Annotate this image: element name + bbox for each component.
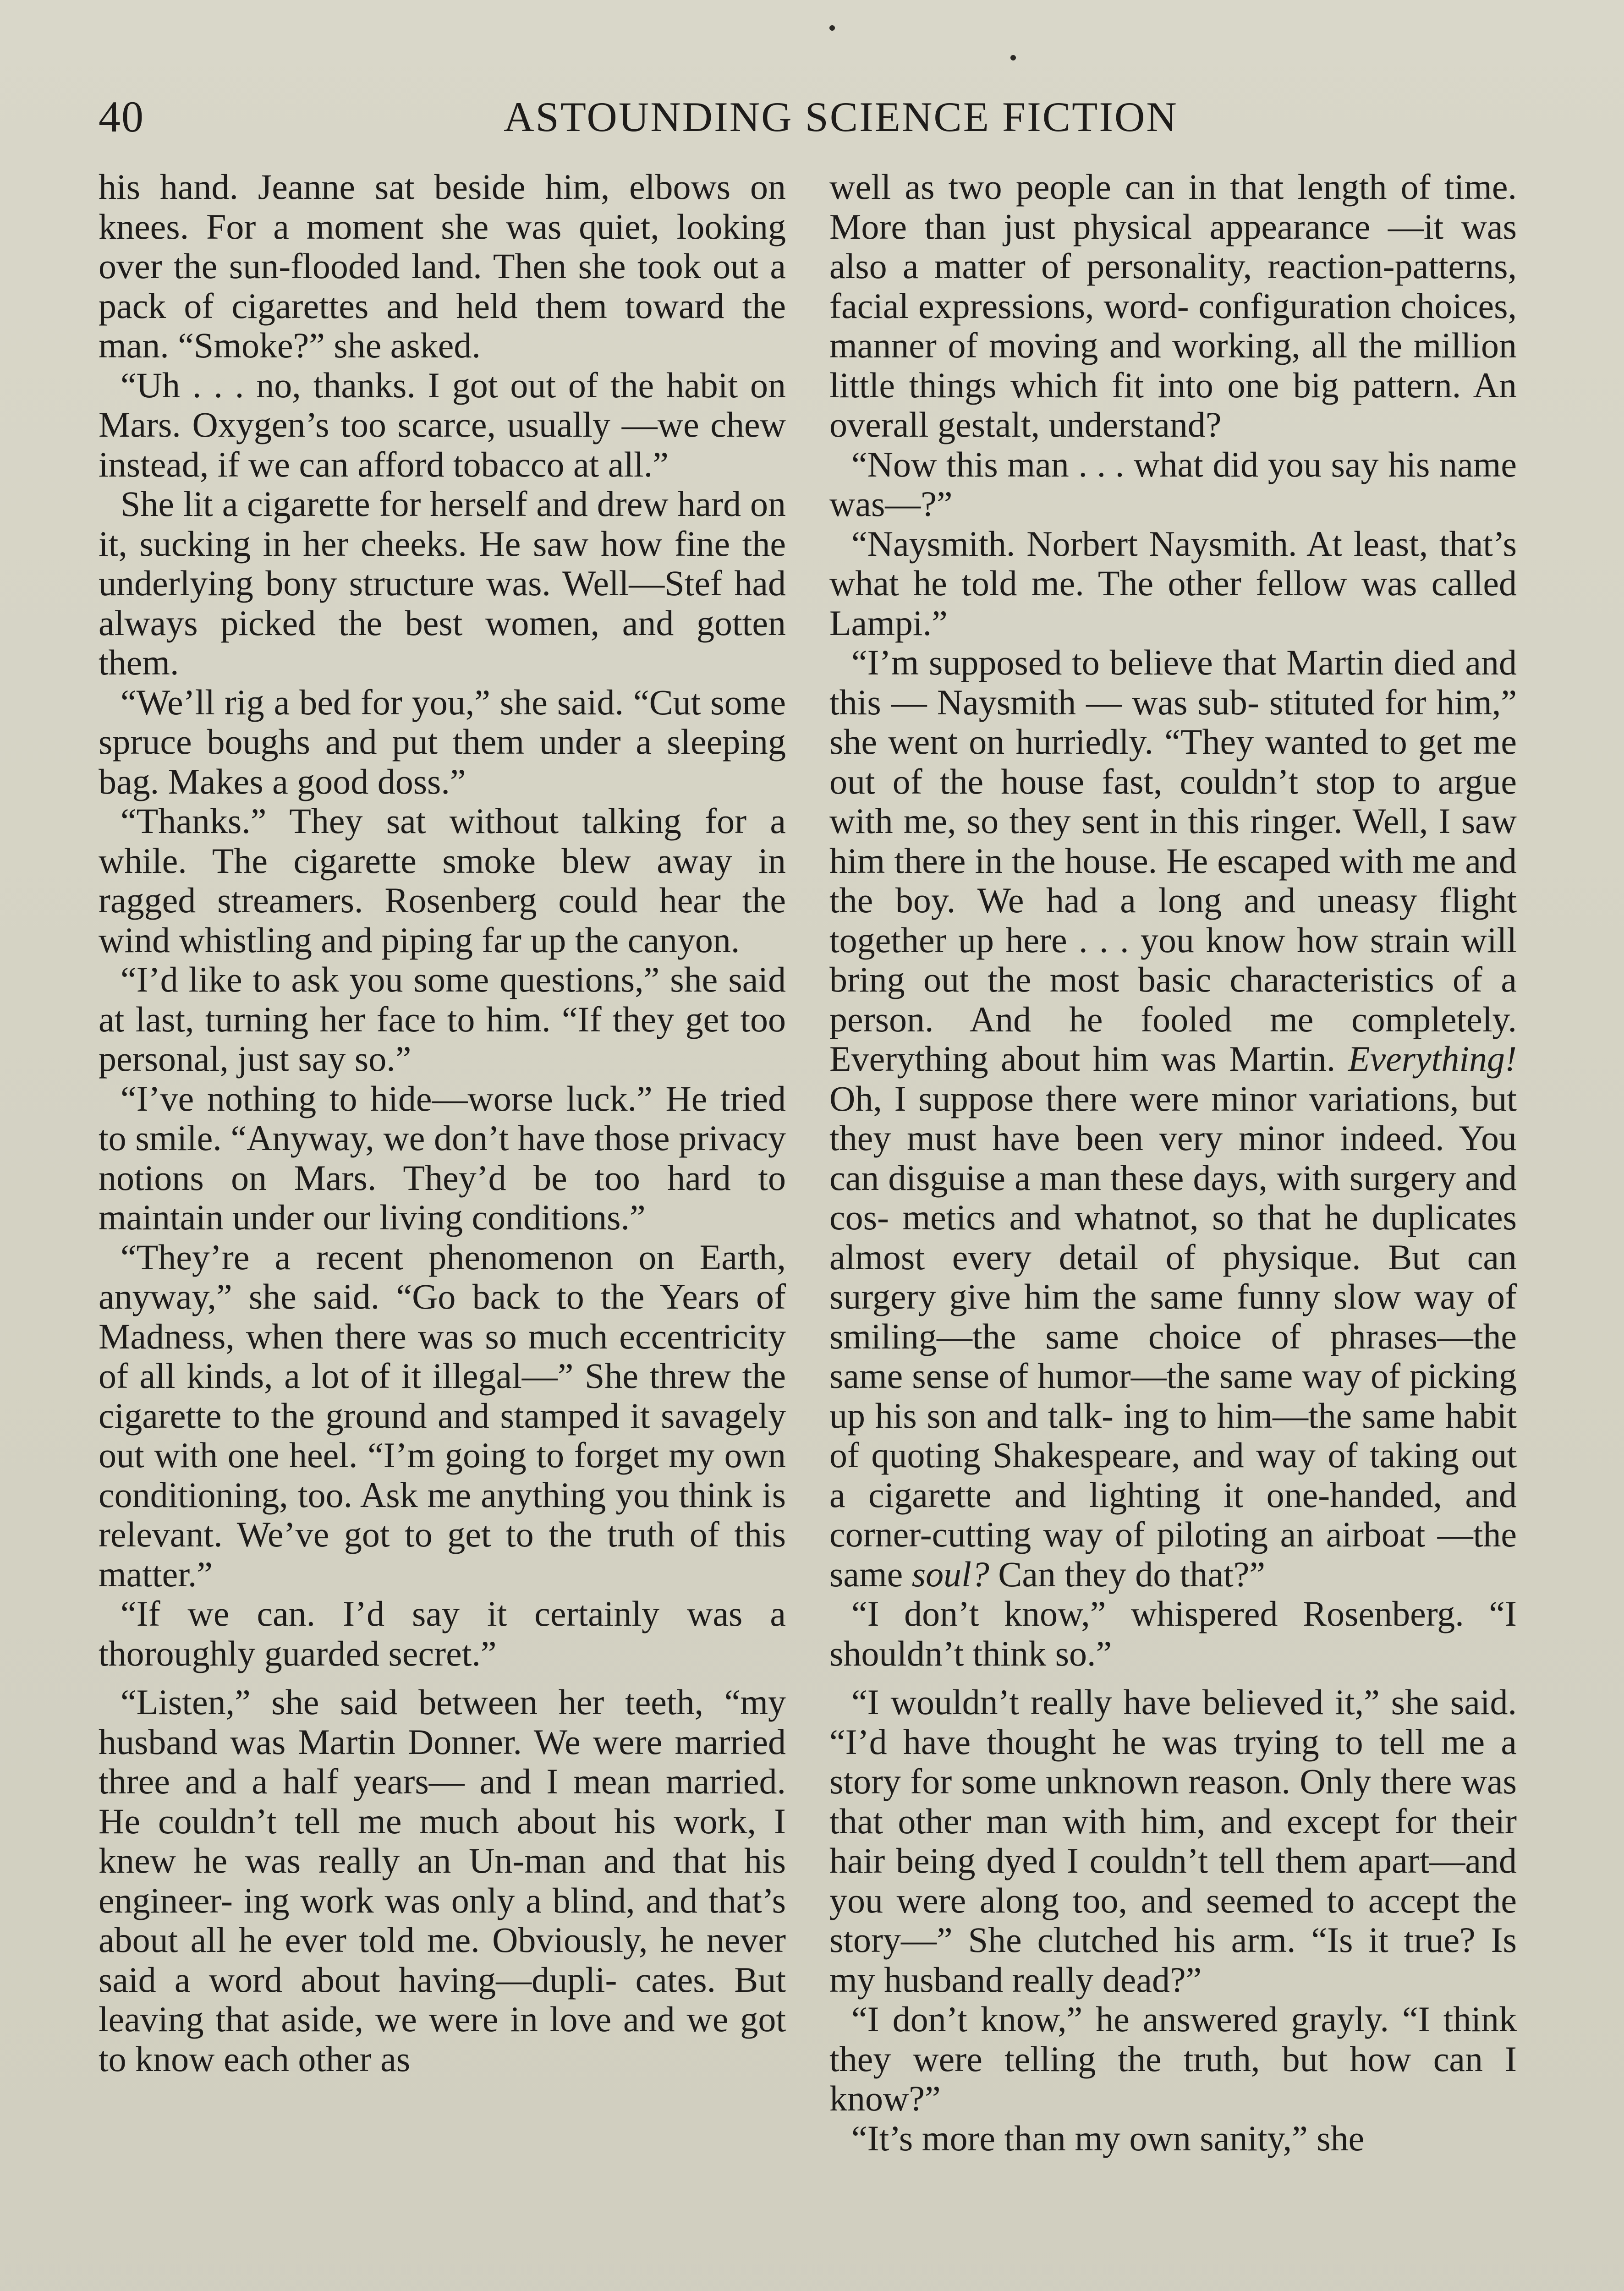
emphasis-text: soul?: [911, 1554, 989, 1594]
paragraph: [829, 643, 1517, 1594]
paragraph: “If we can. I’d say it certainly was a thoroughly guarded secret.”: [99, 1594, 786, 1673]
text-column-left: [99, 167, 786, 2079]
paragraph: “I’ve nothing to hide—worse luck.” He tried to smile. “Anyway, we don’t have those privacy notions on Mars. They’d be too hard to maintain under our living conditions.”: [99, 1078, 786, 1237]
paragraph-text: “I’m supposed to believe that Martin died and this — Naysmith — was sub- stituted for him,” she went on hurriedly. “They wanted to get me out of the house fast, couldn’t stop to argue with me, so they sent in this ringer. Well, I saw him there in the house. He escaped with me and the boy. We had a long and uneasy flight together up here . . . you know how strain will bring out the most basic characteristics of a person. And he fooled me completely. Everything about him was Martin.: [829, 642, 1517, 1079]
paragraph: “Uh . . . no, thanks. I got out of the habit on Mars. Oxygen’s too scarce, usually —we chew instead, if we can afford tobacco at all.”: [99, 365, 786, 484]
emphasis-text: Everything!: [1348, 1039, 1517, 1079]
running-title: ASTOUNDING SCIENCE FICTION: [504, 93, 1178, 140]
paragraph-text: Can they do that?”: [989, 1554, 1265, 1594]
paragraph: “I don’t know,” whispered Rosenberg. “I shouldn’t think so.”: [829, 1594, 1517, 1673]
paragraph: “Listen,” she said between her teeth, “my husband was Martin Donner. We were married three and a half years— and I mean married. He couldn’t tell me much about his work, I knew he was really an Un-man and that his engineer- ing work was only a blind, and that’s about all he ever told me. Obviously, he never said a word about having—dupli- cates. But leaving that aside, we were in love and we got to know each other as: [99, 1682, 786, 2079]
paragraph: his hand. Jeanne sat beside him, elbows on knees. For a moment she was quiet, looking over the sun-flooded land. Then she took out a pack of cigarettes and held them toward the man. “Smoke?” she asked.: [99, 167, 786, 365]
paragraph: “We’ll rig a bed for you,” she said. “Cut some spruce boughs and put them under a sleeping bag. Makes a good doss.”: [99, 682, 786, 801]
page-number: 40: [99, 92, 144, 141]
paragraph: “I don’t know,” he answered grayly. “I think they were telling the truth, but how can I know?”: [829, 1999, 1517, 2118]
paragraph: “They’re a recent phenomenon on Earth, anyway,” she said. “Go back to the Years of Madness, when there was so much eccentricity of all kinds, a lot of it illegal—” She threw the cigarette to the ground and stamped it savagely out with one heel. “I’m going to forget my own conditioning, too. Ask me anything you think is relevant. We’ve got to get to the truth of this matter.”: [99, 1237, 786, 1594]
paragraph: “I wouldn’t really have believed it,” she said. “I’d have thought he was trying to tell me a story for some unknown reason. Only there was that other man with him, and except for their hair being dyed I couldn’t tell them apart—and you were along too, and seemed to accept the story—” She clutched his arm. “Is it true? Is my husband really dead?”: [829, 1682, 1517, 2000]
paragraph: She lit a cigarette for herself and drew hard on it, sucking in her cheeks. He saw how fine the underlying bony structure was. Well—Stef had always picked the best women, and gotten them.: [99, 484, 786, 682]
paragraph: “Naysmith. Norbert Naysmith. At least, that’s what he told me. The other fellow was called Lampi.”: [829, 523, 1517, 643]
paragraph: “Thanks.” They sat without talking for a while. The cigarette smoke blew away in ragged streamers. Rosenberg could hear the wind whistling and piping far up the canyon.: [99, 801, 786, 960]
paragraph: “I’d like to ask you some questions,” she said at last, turning her face to him. “If they get too personal, just say so.”: [99, 959, 786, 1079]
paragraph: well as two people can in that length of time. More than just physical appearance —it was also a matter of personality, reaction-patterns, facial expressions, word- configuration choices, manner of moving and working, all the million little things which fit into one big pattern. An overall gestalt, understand?: [829, 167, 1517, 444]
print-speck: [1010, 55, 1016, 60]
print-speck: [829, 25, 835, 31]
paragraph: “It’s more than my own sanity,” she: [851, 2118, 1365, 2158]
text-column-right: [829, 167, 1517, 2158]
paragraph: “Now this man . . . what did you say his name was—?”: [829, 444, 1517, 524]
paragraph-text: Oh, I suppose there were minor variations, but they must have been very minor indeed. You can disguise a man these days, with surgery and cos- metics and whatnot, so that he duplicates almost every detail of physique. But can surgery give him the same funny slow way of smiling—the same choice of phrases—the same sense of humor—the same way of picking up his son and talk- ing to him—the same habit of quoting Shakespeare, and way of taking out a cigarette and lighting it one-handed, and corner-cutting way of piloting an airboat —the same: [829, 1078, 1517, 1594]
page-header: [99, 89, 1524, 144]
